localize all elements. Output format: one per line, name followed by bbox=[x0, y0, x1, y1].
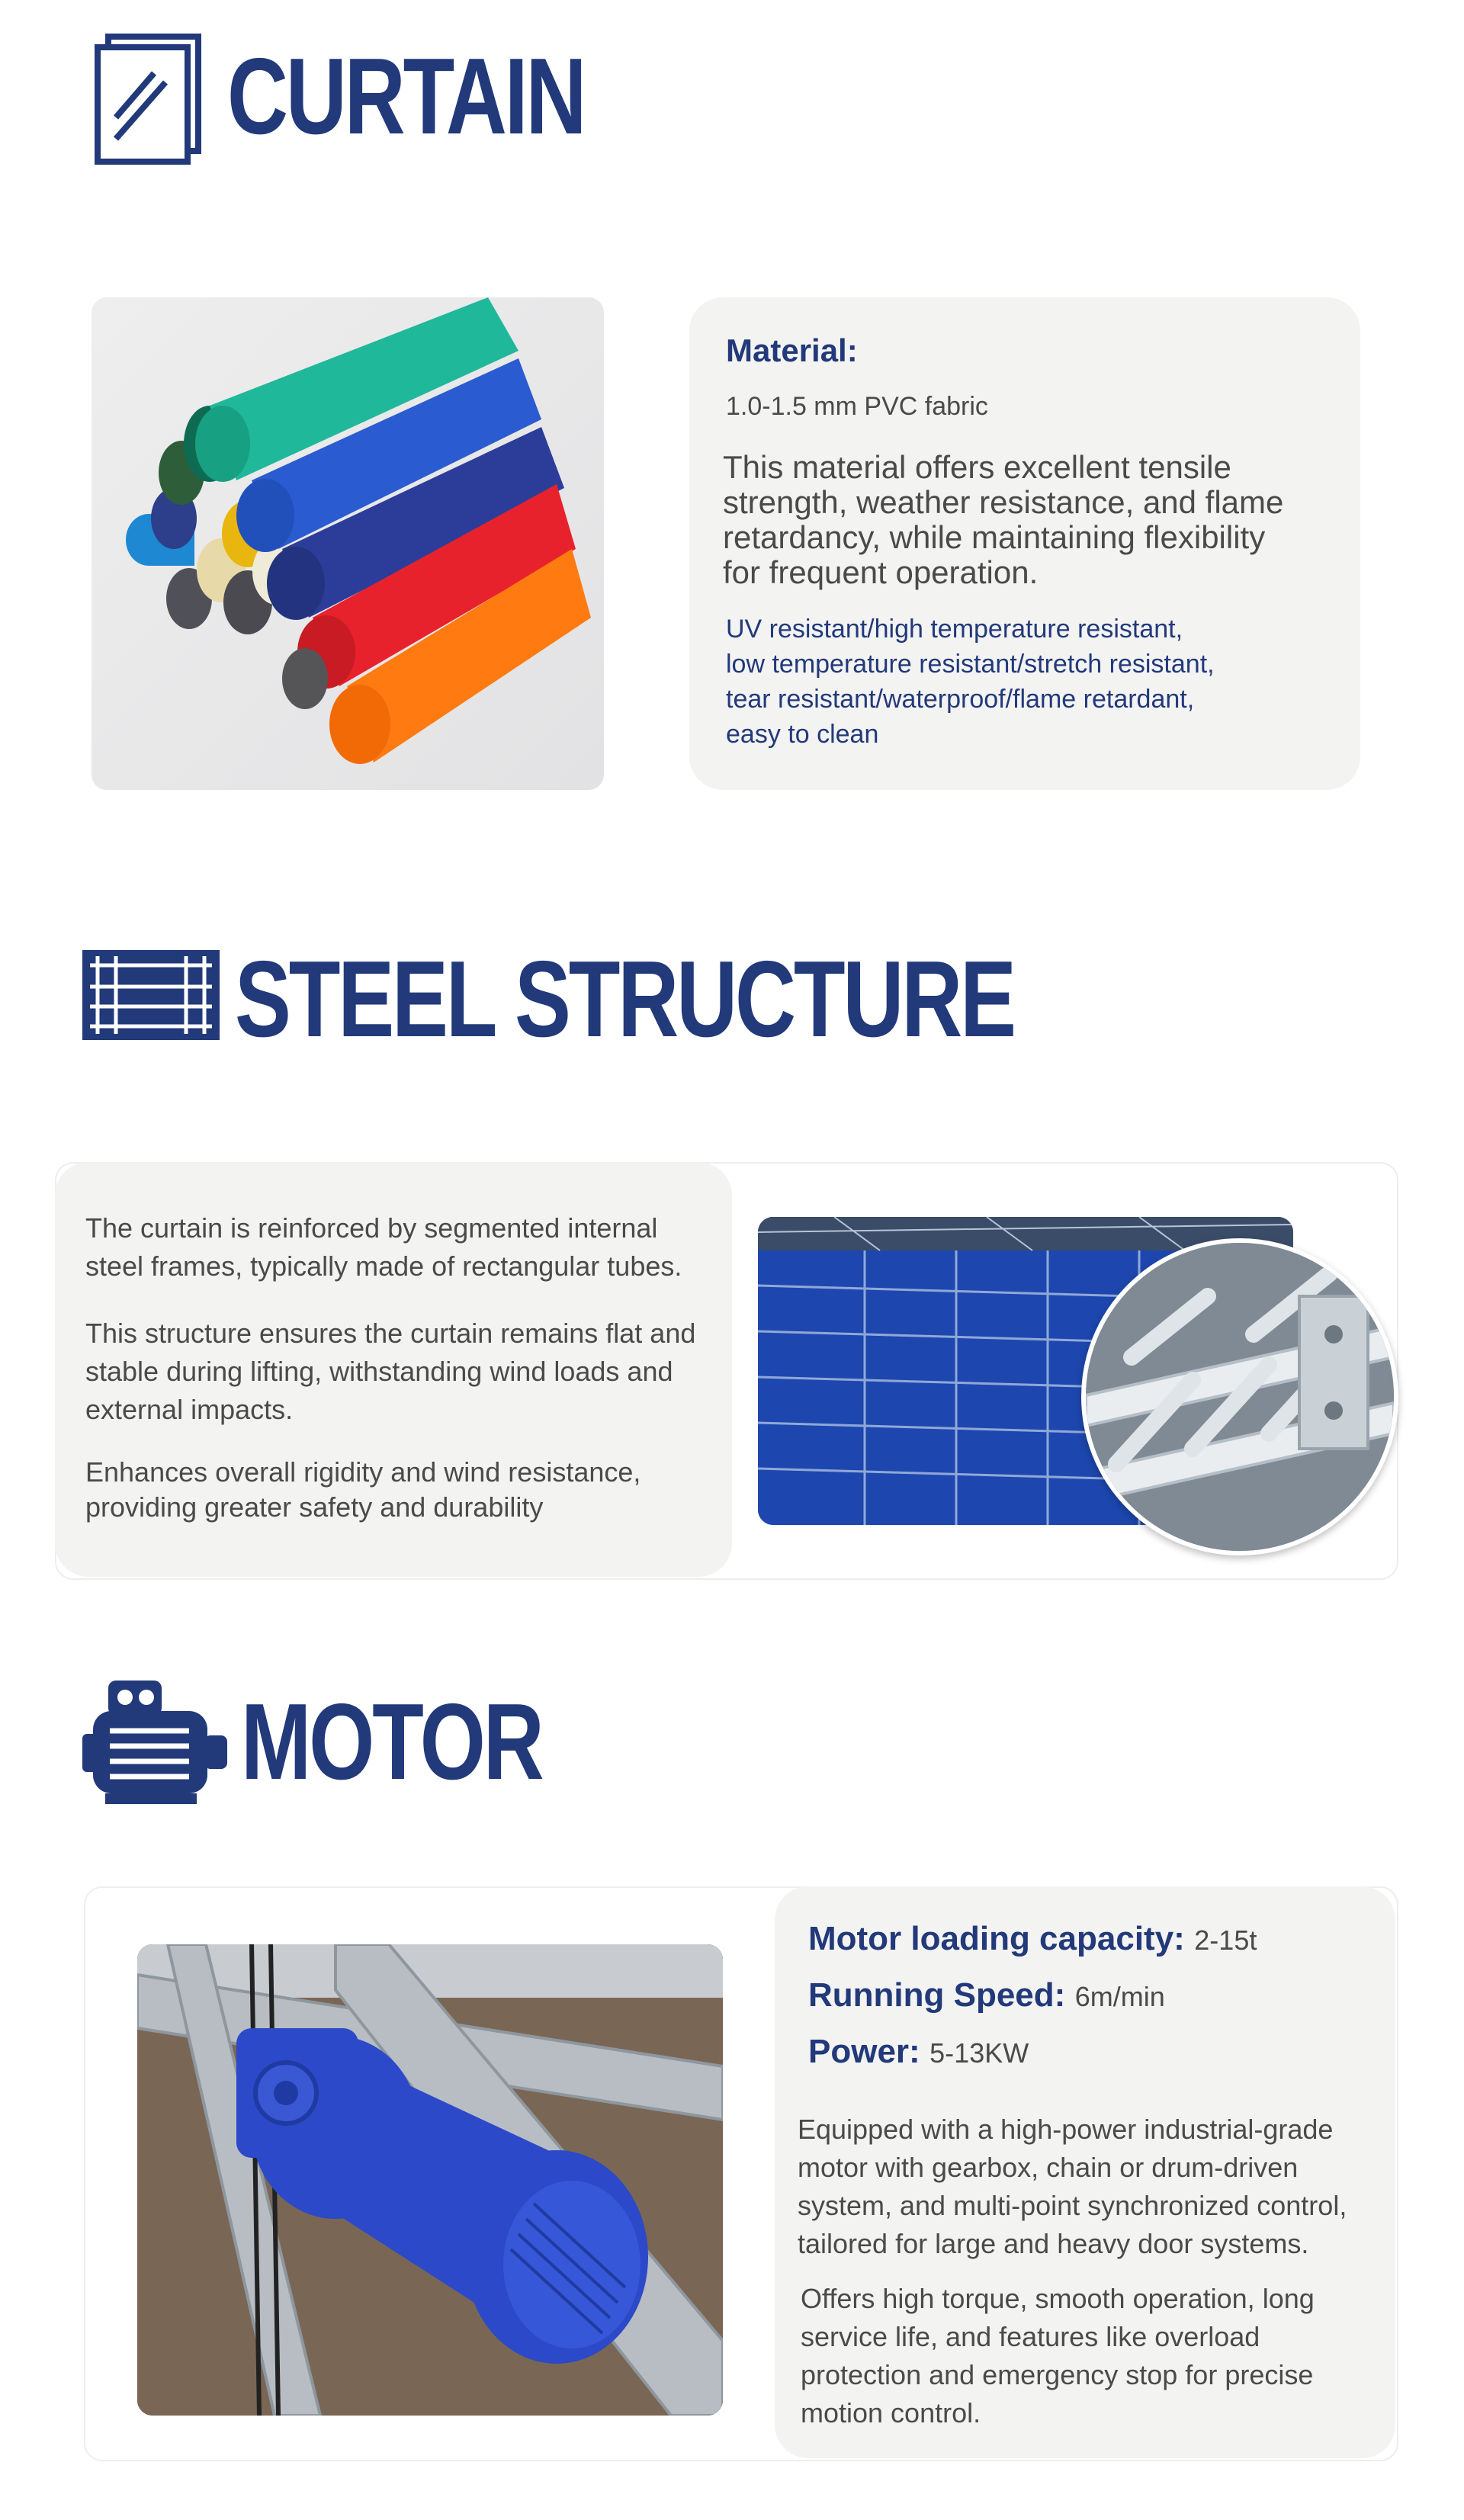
material-card bbox=[689, 297, 1360, 790]
motor-paragraph: Equipped with a high-power industrial-grade motor with gearbox, chain or drum-driven system, and multi-point synchronized control, tailored for large and heavy door systems. bbox=[798, 2114, 1347, 2259]
spec-label: Motor loading capacity: bbox=[808, 1920, 1185, 1957]
pvc-fabric-rolls-image bbox=[92, 297, 604, 790]
steel-heading: STEEL STRUCTURE bbox=[235, 939, 1014, 1060]
spec-value: 5-13KW bbox=[929, 2037, 1029, 2069]
steel-detail-inset bbox=[1081, 1238, 1398, 1555]
curtain-panel-icon bbox=[93, 34, 207, 167]
curtain-heading: CURTAIN bbox=[227, 36, 585, 157]
spec-value: 2-15t bbox=[1194, 1925, 1257, 1956]
material-label: Material: bbox=[726, 332, 858, 368]
spec-running-speed bbox=[808, 1976, 1165, 2014]
material-features bbox=[726, 612, 1336, 752]
feature-line: tear resistant/waterproof/flame retardant, bbox=[726, 685, 1195, 714]
feature-line: easy to clean bbox=[726, 720, 879, 749]
spec-label: Power: bbox=[808, 2033, 920, 2070]
motor-heading: MOTOR bbox=[241, 1681, 542, 1803]
spec-loading-capacity bbox=[808, 1920, 1257, 1958]
steel-section bbox=[0, 839, 1464, 1601]
steel-paragraph: Enhances overall rigidity and wind resistance, providing greater safety and durability bbox=[85, 1456, 641, 1523]
steel-paragraph: This structure ensures the curtain remains flat and stable during lifting, withstanding wind loads and external impacts. bbox=[85, 1318, 696, 1425]
steel-frame-icon bbox=[82, 950, 220, 1040]
steel-paragraph: The curtain is reinforced by segmented internal steel frames, typically made of rectangular tubes. bbox=[85, 1212, 682, 1282]
spec-power bbox=[808, 2033, 1029, 2071]
material-value: 1.0-1.5 mm PVC fabric bbox=[726, 392, 988, 421]
motor-section bbox=[0, 1601, 1464, 2520]
motor-icon bbox=[82, 1681, 235, 1804]
material-description: This material offers excellent tensile strength, weather resistance, and flame retardancy, while maintaining flexibility for frequent operation. bbox=[723, 449, 1284, 590]
motor-image bbox=[137, 1944, 723, 2416]
feature-line: low temperature resistant/stretch resistant, bbox=[726, 650, 1215, 679]
feature-line: UV resistant/high temperature resistant, bbox=[726, 615, 1183, 644]
motor-paragraph: Offers high torque, smooth operation, long service life, and features like overload protection and emergency stop for precise motion control. bbox=[801, 2283, 1315, 2429]
spec-value: 6m/min bbox=[1074, 1981, 1165, 2012]
steel-text-card bbox=[55, 1162, 732, 1577]
spec-label: Running Speed: bbox=[808, 1976, 1066, 2014]
curtain-section bbox=[0, 0, 1464, 839]
